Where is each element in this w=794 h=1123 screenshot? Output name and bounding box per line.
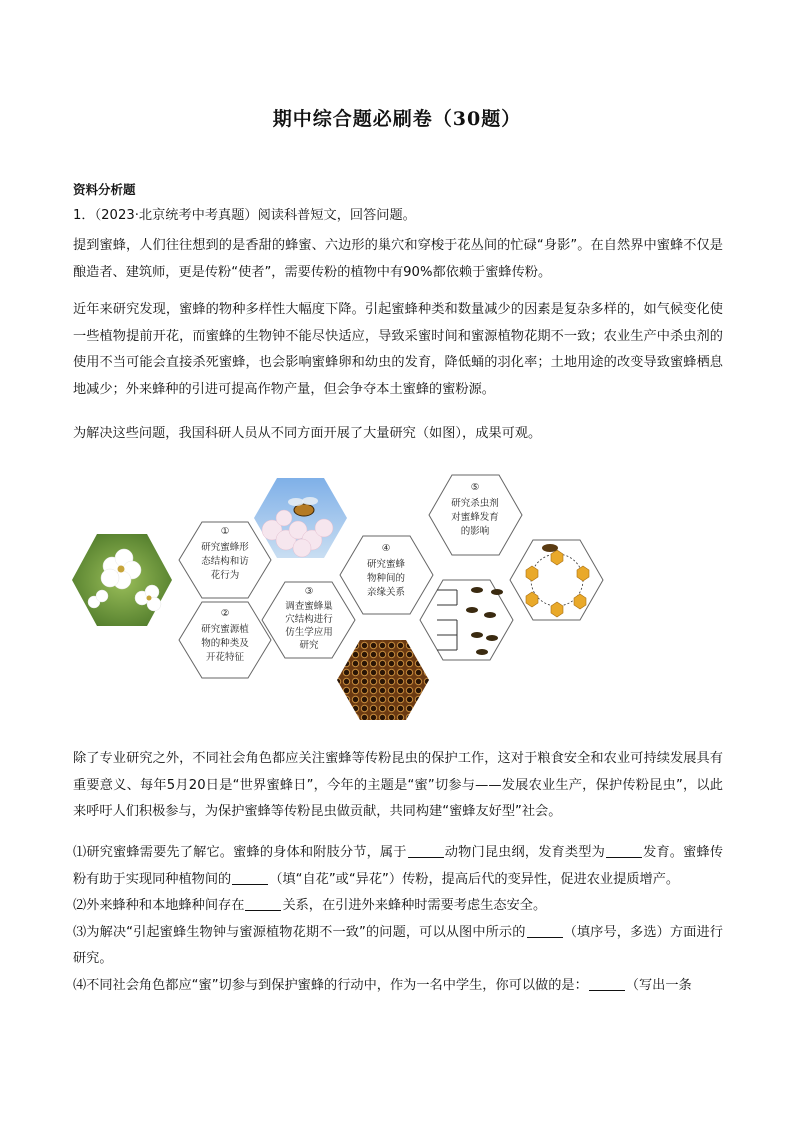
- paragraph-4: 除了专业研究之外，不同社会角色都应关注蜜蜂等传粉昆虫的保护工作，这对于粮食安全和农业可持续发展具有重要意义、每年5月20日是“世界蜜蜂日”，今年的主题是“蜜”切参与——发展农业生产，保护传粉昆虫”，以此来呼吁人们积极参与，为保护蜜蜂等传粉昆虫做贡献，共同构建“蜜蜂友好型”社会。: [73, 751, 723, 819]
- sub-question-1: ⑴研究蜜蜂需要先了解它。蜜蜂的身体和附肢分节，属于 动物门昆虫纲，发育类型为 发育。蜜蜂传粉有助于实现同种植物间的 （填“自花”或“异花”）传粉，提高后代的变异性，促进农业提质增产。: [73, 845, 724, 887]
- answer-blank[interactable]: [408, 843, 444, 858]
- sub-question-4: ⑷不同社会角色都应“蜜”切参与到保护蜜蜂的行动中，作为一名中学生，你可以做的是： （写出一条: [73, 977, 692, 993]
- hex-2-number: ②: [220, 608, 230, 619]
- paragraph-3: 为解决这些问题，我国科研人员从不同方面开展了大量研究（如图），成果可观。: [73, 426, 542, 441]
- hex-3-line-3: 仿生学应用: [285, 627, 333, 638]
- bee-phylogeny-image: [420, 580, 513, 660]
- hex-4-line-1: 研究蜜蜂: [366, 559, 406, 570]
- hex-4-line-3: 亲缘关系: [366, 587, 406, 598]
- answer-blank[interactable]: [527, 923, 563, 938]
- hex-2-line-1: 研究蜜源植: [201, 624, 249, 635]
- paragraph-2: 近年来研究发现，蜜蜂的物种多样性大幅度下降。引起蜜蜂种类和数量减少的因素是复杂多样的，如气候变化使一些植物提前开花，而蜜蜂的生物钟不能尽快适应，导致采蜜时间和蜜源植物花期不一致；农业生产中杀虫剂的使用不当可能会直接杀死蜜蜂，也会影响蜜蜂卵和幼虫的发育，降低蛹的羽化率；土地用途的改变导致蜜蜂栖息地减少；外来蜂种的引进可提高作物产量，但会争夺本土蜜蜂的蜜粉源。: [73, 302, 723, 397]
- hex-1-line-2: 态结构和访: [201, 556, 249, 567]
- sub-questions: [73, 840, 723, 999]
- hex-3-line-2: 穴结构进行: [285, 614, 333, 625]
- hex-1-line-3: 花行为: [210, 570, 240, 581]
- hex-1-number: ①: [220, 526, 230, 537]
- answer-blank[interactable]: [606, 843, 642, 858]
- hex-2-line-3: 开花特征: [205, 652, 245, 663]
- page-title: 期中综合题必刷卷（30题）: [272, 108, 522, 130]
- white-flower-image: [72, 534, 172, 626]
- hex-4-line-2: 物种间的: [366, 573, 406, 584]
- hex-3-line-4: 研究: [299, 640, 319, 651]
- question-stem: 1．（2023·北京统考中考真题）阅读科普短文，回答问题。: [73, 208, 416, 223]
- hex-5-line-2: 对蜜蜂发育: [451, 512, 499, 523]
- honeycomb-image: [337, 640, 429, 720]
- sub-question-2: ⑵外来蜂种和本地蜂种间存在 关系，在引进外来蜂种时需要考虑生态安全。: [73, 898, 547, 913]
- hex-5-line-3: 的影响: [460, 526, 490, 537]
- answer-blank[interactable]: [245, 896, 281, 911]
- hex-5-line-1: 研究杀虫剂: [451, 498, 499, 509]
- section-heading: 资料分析题: [73, 182, 136, 197]
- hex-2-line-2: 物的种类及: [201, 638, 249, 649]
- research-hexagon-figure: [72, 470, 622, 720]
- answer-blank[interactable]: [232, 870, 268, 885]
- answer-blank[interactable]: [589, 976, 625, 991]
- sub-question-3: ⑶为解决“引起蜜蜂生物钟与蜜源植物花期不一致”的问题，可以从图中所示的 （填序号，多选）方面进行研究。: [73, 924, 723, 966]
- hex-4-number: ④: [381, 543, 391, 554]
- hex-5-number: ⑤: [470, 482, 480, 493]
- hex-3-number: ③: [304, 586, 314, 597]
- bee-life-cycle-image: [510, 540, 603, 620]
- hex-3-line-1: 调查蜜蜂巢: [285, 601, 333, 612]
- paragraph-1: 提到蜜蜂，人们往往想到的是香甜的蜂蜜、六边形的巢穴和穿梭于花丛间的忙碌“身影”。在自然界中蜜蜂不仅是酿造者、建筑师，更是传粉“使者”，需要传粉的植物中有90%都依赖于蜜蜂传粉。: [73, 238, 723, 280]
- bee-on-blossom-image: [254, 478, 347, 558]
- hex-1-line-1: 研究蜜蜂形: [201, 542, 249, 553]
